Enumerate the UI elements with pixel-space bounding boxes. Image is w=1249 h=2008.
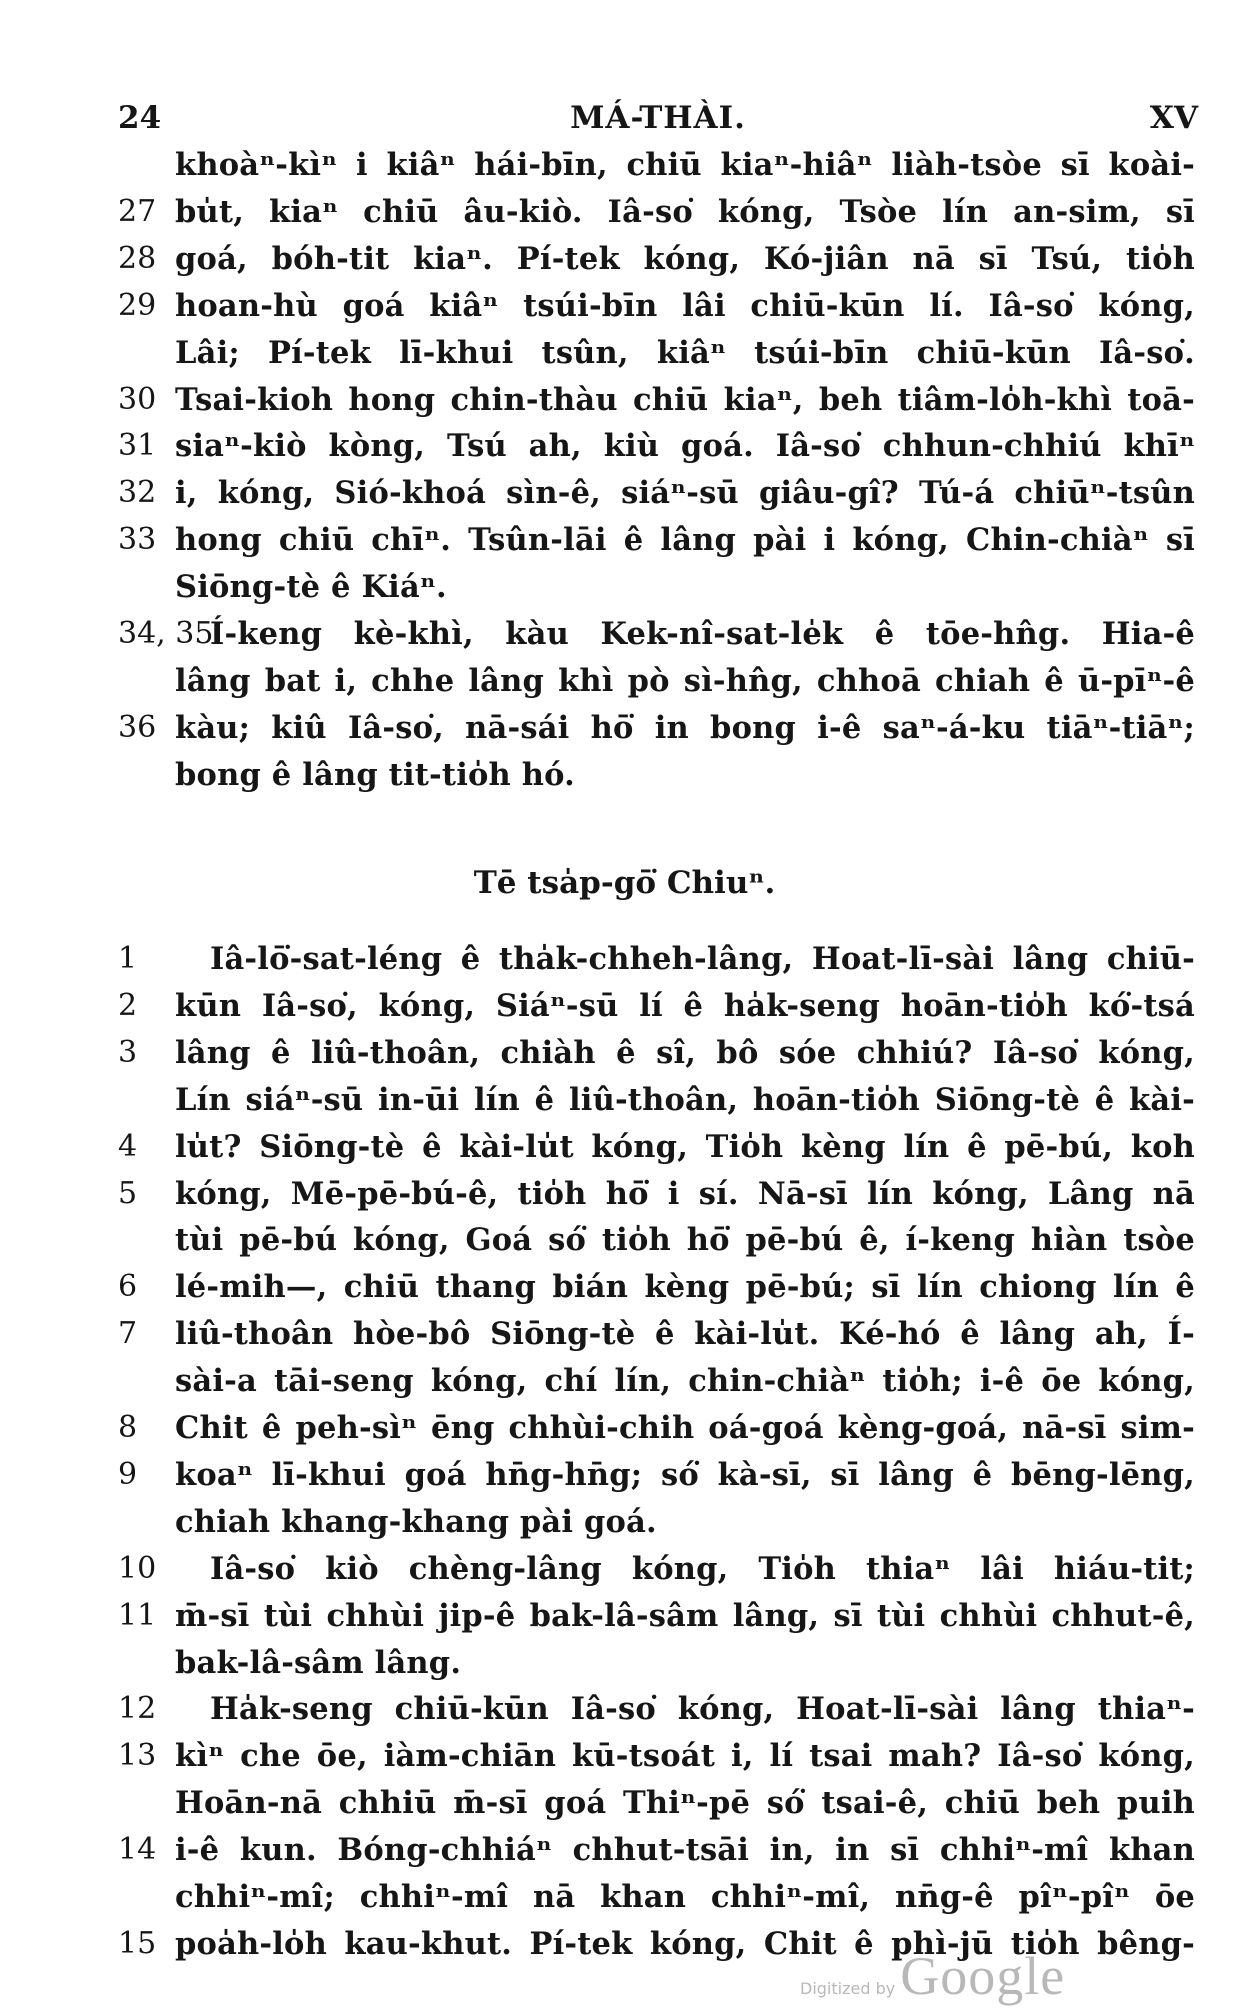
line-text: koaⁿ lī-khui goá hn̄g-hn̄g; só͘ kà-sī, sī lâng ê bēng-lēng, [175, 1456, 1195, 1493]
text-line [0, 517, 1249, 563]
line-text: Lín siáⁿ-sū in-ūi lín ê liû-thoân, hoān-tio̍h Siōng-tè ê kài- [175, 1081, 1195, 1118]
line-text: sài-a tāi-seng kóng, chí lín, chin-chiàⁿ tio̍h; i-ê ōe kóng, [175, 1363, 1195, 1400]
text-line [0, 611, 1249, 657]
verse-number: 33 [118, 522, 157, 558]
google-logo: Google [900, 1946, 1066, 2006]
text-line [0, 1780, 1249, 1826]
verse-number: 15 [118, 1925, 157, 1961]
text-line [0, 1077, 1249, 1123]
verse-number: 9 [118, 1456, 138, 1492]
text-line [0, 283, 1249, 329]
text-line [0, 189, 1249, 235]
line-text: hoan-hù goá kiâⁿ tsúi-bīn lâi chiū-kūn lí. Iâ-so͘ kóng, [175, 287, 1195, 324]
verse-number: 30 [118, 381, 157, 417]
running-title: MÁ-THÀI. [570, 100, 746, 136]
verse-number: 4 [118, 1128, 138, 1164]
line-text: chiah khang-khang pài goá. [175, 1503, 657, 1540]
verse-number: 12 [118, 1691, 157, 1727]
line-text: Siōng-tè ê Kiáⁿ. [175, 569, 447, 606]
text-line [0, 470, 1249, 516]
text-line [0, 983, 1249, 1029]
verse-number: 14 [118, 1832, 157, 1868]
line-text: i, kóng, Sió-khoá sìn-ê, siáⁿ-sū giâu-gî? Tú-á chiūⁿ-tsûn [175, 475, 1195, 512]
text-line [0, 1640, 1249, 1686]
verse-number: 3 [118, 1034, 138, 1070]
page-number: 24 [118, 100, 162, 136]
text-line [0, 1405, 1249, 1451]
text-line [0, 1452, 1249, 1498]
verse-number: 27 [118, 193, 157, 229]
line-text: kūn Iâ-so͘, kóng, Siáⁿ-sū lí ê ha̍k-seng hoān-tio̍h kó͘-tsá [175, 987, 1195, 1024]
text-line [0, 142, 1249, 188]
verse-number: 34, 35 [118, 616, 214, 651]
text-line [0, 1874, 1249, 1920]
watermark-prefix: Digitized by [800, 1979, 896, 1998]
line-text: kóng, Mē-pē-bú-ê, tio̍h hō͘ i sí. Nā-sī lín kóng, Lâng nā [175, 1175, 1195, 1212]
line-text: kàu; kiû Iâ-so͘, nā-sái hō͘ in bong i-ê saⁿ-á-ku tiāⁿ-tiāⁿ; [175, 709, 1195, 746]
digitized-watermark [800, 1945, 1065, 2007]
verse-number: 13 [118, 1738, 157, 1774]
line-text: m̄-sī tùi chhùi jip-ê bak-lâ-sâm lâng, sī tùi chhùi chhut-ê, [175, 1597, 1195, 1634]
verse-number: 31 [118, 428, 157, 464]
text-line [0, 1358, 1249, 1404]
chapter-heading: Tē tsa̍p-gō͘ Chiuⁿ. [473, 865, 776, 901]
verse-number: 7 [118, 1316, 138, 1352]
line-text: Ha̍k-seng chiū-kūn Iâ-so͘ kóng, Hoat-lī-sài lâng thiaⁿ- [210, 1691, 1195, 1728]
text-line [0, 1217, 1249, 1263]
line-text: Í-keng kè-khì, kàu Kek-nî-sat-le̍k ê tōe-hn̂g. Hia-ê [210, 616, 1195, 652]
line-text: bak-lâ-sâm lâng. [175, 1644, 462, 1681]
text-line [0, 752, 1249, 798]
line-text: chhiⁿ-mî; chhiⁿ-mî nā khan chhiⁿ-mî, nn̄g-ê pîⁿ-pîⁿ ōe [175, 1879, 1195, 1915]
text-line [0, 705, 1249, 751]
verse-number: 6 [118, 1269, 138, 1305]
line-text: i-ê kun. Bóng-chhiáⁿ chhut-tsāi in, in sī chhiⁿ-mî khan [175, 1832, 1195, 1869]
text-line [0, 1171, 1249, 1217]
line-text: Hoān-nā chhiū m̄-sī goá Thiⁿ-pē só͘ tsai-ê, chiū beh puih [175, 1785, 1195, 1822]
text-line [0, 1030, 1249, 1076]
verse-number: 1 [118, 941, 138, 976]
line-text: lâng bat i, chhe lâng khì pò sì-hn̂g, chhoā chiah ê ū-pīⁿ-ê [175, 662, 1195, 699]
verse-number: 5 [118, 1175, 138, 1211]
text-line [0, 658, 1249, 704]
text-line [0, 1733, 1249, 1779]
verse-number: 28 [118, 240, 157, 276]
text-line [0, 936, 1249, 982]
text-line [0, 564, 1249, 610]
line-text: Tsai-kioh hong chin-thàu chiū kiaⁿ, beh tiâm-lo̍h-khì toā- [175, 381, 1195, 418]
verse-number: 36 [118, 709, 157, 745]
line-text: khoàⁿ-kìⁿ i kiâⁿ hái-bīn, chiū kiaⁿ-hiâⁿ liàh-tsòe sī koài- [175, 147, 1195, 183]
line-text: goá, bóh-tit kiaⁿ. Pí-tek kóng, Kó-jiân nā sī Tsú, tio̍h [175, 240, 1195, 277]
text-line [0, 1546, 1249, 1592]
line-text: liû-thoân hòe-bô Siōng-tè ê kài-lu̍t. Ké-hó ê lâng ah, Í- [175, 1316, 1195, 1353]
line-text: bu̍t, kiaⁿ chiū âu-kiò. Iâ-so͘ kóng, Tsòe lín an-sim, sī [175, 193, 1195, 230]
line-text: Lâi; Pí-tek lī-khui tsûn, kiâⁿ tsúi-bīn chiū-kūn Iâ-so͘. [175, 334, 1195, 371]
line-text: lu̍t? Siōng-tè ê kài-lu̍t kóng, Tio̍h kèng lín ê pē-bú, koh [175, 1128, 1195, 1165]
line-text: hong chiū chīⁿ. Tsûn-lāi ê lâng pài i kóng, Chin-chiàⁿ sī [175, 522, 1195, 559]
verse-number: 8 [118, 1410, 138, 1445]
text-line [0, 236, 1249, 282]
text-line [0, 1499, 1249, 1545]
line-text: bong ê lâng tit-tio̍h hó. [175, 756, 575, 793]
text-line [0, 1311, 1249, 1357]
verse-number: 29 [118, 287, 157, 323]
verse-number: 2 [118, 987, 138, 1023]
line-text: Chit ê peh-sìⁿ ēng chhùi-chih oá-goá kèng-goá, nā-sī sim- [175, 1410, 1195, 1446]
line-text: siaⁿ-kiò kòng, Tsú ah, kiù goá. Iâ-so͘ chhun-chhiú khīⁿ [175, 428, 1195, 465]
line-text: Iâ-lō͘-sat-léng ê tha̍k-chheh-lâng, Hoat-lī-sài lâng chiū- [210, 941, 1195, 977]
line-text: lé-mih—, chiū thang bián kèng pē-bú; sī lín chiong lín ê [175, 1269, 1195, 1306]
text-line [0, 1593, 1249, 1639]
text-line [0, 377, 1249, 423]
verse-number: 10 [118, 1550, 157, 1586]
text-line [0, 1686, 1249, 1732]
text-line [0, 1124, 1249, 1170]
line-text: poa̍h-lo̍h kau-khut. Pí-tek kóng, Chit ê phì-jū tio̍h bêng- [175, 1925, 1195, 1962]
verse-number: 32 [118, 475, 157, 511]
chapter-number: XV [1149, 100, 1198, 136]
text-line [0, 1827, 1249, 1873]
text-line [0, 1264, 1249, 1310]
verse-number: 11 [118, 1597, 157, 1633]
line-text: Iâ-so͘ kiò chèng-lâng kóng, Tio̍h thiaⁿ lâi hiáu-tit; [210, 1550, 1195, 1587]
text-line [0, 423, 1249, 469]
line-text: tùi pē-bú kóng, Goá só͘ tio̍h hō͘ pē-bú ê, í-keng hiàn tsòe [175, 1222, 1195, 1259]
line-text: kìⁿ che ōe, iàm-chiān kū-tsoát i, lí tsai mah? Iâ-so͘ kóng, [175, 1738, 1195, 1775]
text-line [0, 330, 1249, 376]
line-text: lâng ê liû-thoân, chiàh ê sî, bô sóe chhiú? Iâ-so͘ kóng, [175, 1034, 1195, 1071]
